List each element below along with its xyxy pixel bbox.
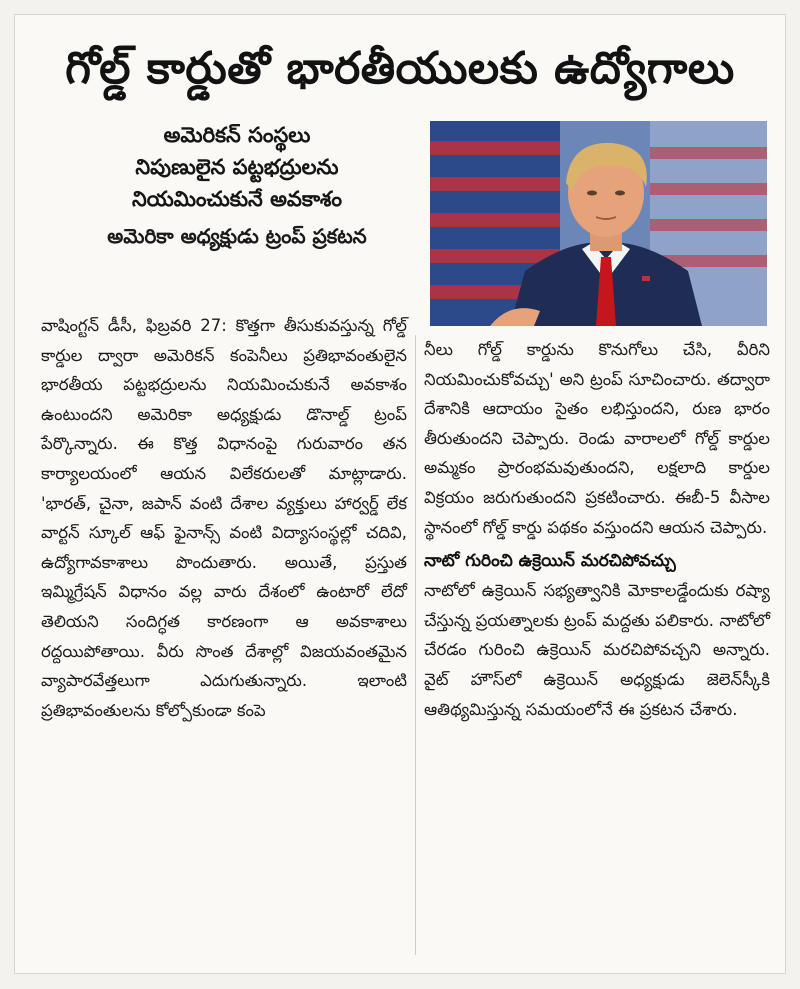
article-photo <box>430 121 767 326</box>
newspaper-clipping <box>14 14 786 974</box>
subhead-line-2: నిపుణులైన పట్టభద్రులను <box>135 155 339 179</box>
body-paragraph-right-2: నాటోలో ఉక్రెయిన్ సభ్యత్వానికి మోకాలడ్డేందుకు రష్యా చేస్తున్న ప్రయత్నాలకు ట్రంప్ మద్దతు పలికారు. నాటోలో చేరడం గురించి ఉక్రెయిన్ మరచిపోవచ్చని అన్నారు. వైట్ హౌస్‌లో ఉక్రెయిన్ అధ్యక్షుడు జెలెన్‌స్కీకి ఆతిథ్యమిస్తున్న సమయంలోనే ఈ ప్రకటన చేశారు. <box>424 581 770 719</box>
subheads-block <box>41 119 433 251</box>
subhead-attribution: అమెరికా అధ్యక్షుడు ట్రంప్ ప్రకటన <box>107 224 367 248</box>
subhead-line-3: నియమించుకునే అవకాశం <box>131 187 343 211</box>
headline: గోల్డ్ కార్డుతో భారతీయులకు ఉద్యోగాలు <box>65 43 735 94</box>
article-column-left <box>41 311 407 725</box>
inline-subhead: నాటో గురించి ఉక్రెయిన్ మరచిపోవచ్చు <box>424 551 676 572</box>
body-paragraph-right-1: నీలు గోల్డ్ కార్డును కొనుగోలు చేసి, వీరిని నియమించుకోవచ్చు' అని ట్రంప్ సూచించారు. తద్వారా దేశానికి ఆదాయం సైతం లభిస్తుందని, రుణ భారం తీరుతుందని చెప్పారు. రెండు వారాలలో గోల్డ్ కార్డుల అమ్మకం ప్రారంభమవుతుందని, లక్షలాది కార్డుల విక్రయం జరుగుతుందని ప్రకటించారు. ఈబీ-5 వీసాల స్థానంలో గోల్డ్ కార్డు పథకం వస్తుందని ఆయన చెప్పారు. <box>424 340 770 537</box>
subhead-line-1: అమెరికన్ సంస్థలు <box>163 123 311 147</box>
portrait-image <box>430 121 767 326</box>
article-column-right <box>424 335 770 724</box>
column-divider <box>415 335 416 955</box>
body-paragraph-left: వాషింగ్టన్ డీసీ, ఫిబ్రవరి 27: కొత్తగా తీసుకువస్తున్న గోల్డ్ కార్డుల ద్వారా అమెరికన్ కంపెనీలు ప్రతిభావంతులైన భారతీయ పట్టభద్రులను నియమించుకునే అవకాశం ఉంటుందని అమెరికా అధ్యక్షుడు డొనాల్డ్ ట్రంప్ పేర్కొన్నారు. ఈ కొత్త విధానంపై గురువారం తన కార్యాలయంలో ఆయన విలేకరులతో మాట్లాడారు. 'భారత్, చైనా, జపాన్ వంటి దేశాల వ్యక్తులు హార్వర్డ్ లేక వార్టన్ స్కూల్ ఆఫ్ ఫైనాన్స్ వంటి విద్యాసంస్థల్లో చదివి, ఉద్యోగావకాశాలు పొందుతారు. అయితే, ప్రస్తుత ఇమ్మిగ్రేషన్ విధానం వల్ల వారు దేశంలో ఉంటారో లేదో తెలియని సందిగ్ధత కారణంగా ఆ అవకాశాలు రద్దయిపోతాయి. వీరు సొంత దేశాల్లో విజయవంతమైన వ్యాపారవేత్తలుగా ఎదుగుతున్నారు. ఇలాంటి ప్రతిభావంతులను కోల్పోకుండా కంపె <box>41 316 407 720</box>
